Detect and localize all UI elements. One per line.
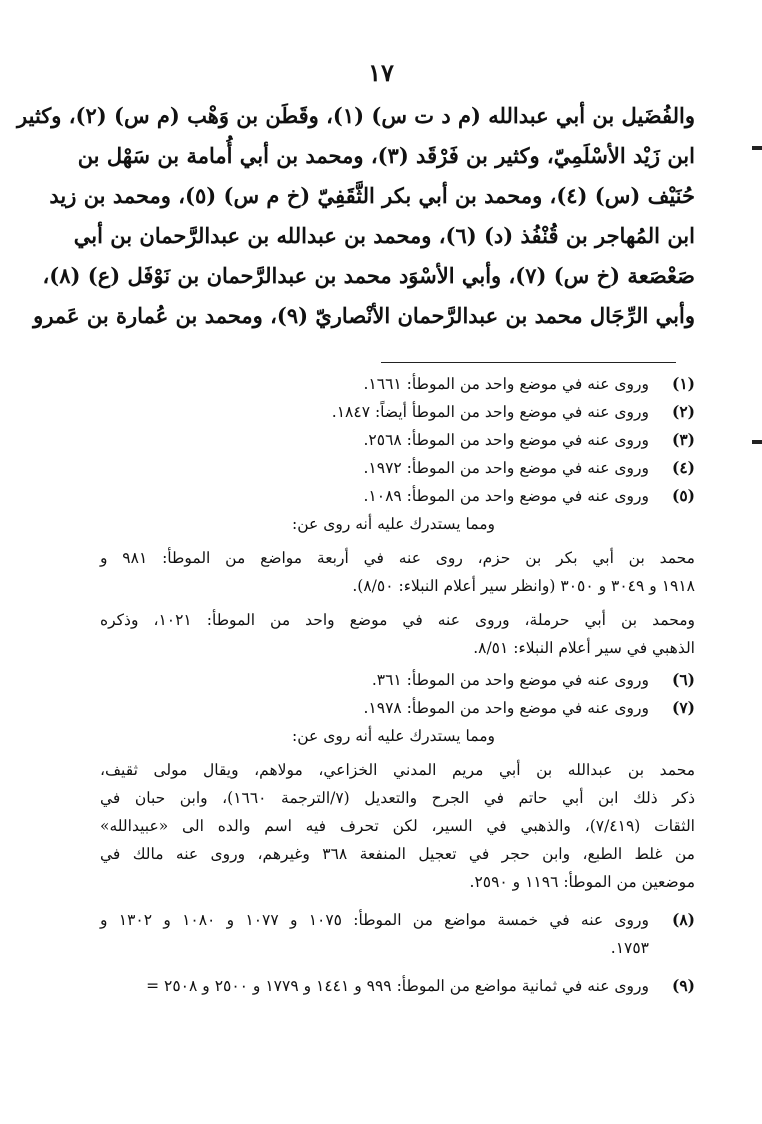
- footnote-7-line: محمد بن عبدالله بن أبي مريم المدني الخزاعي، مولاهم، ويقال مولى ثقيف،: [100, 761, 695, 779]
- footnote-6: [100, 666, 695, 694]
- footnote-5-intro: ومما يستدرك عليه أنه روى عن:: [292, 515, 495, 533]
- footnote-8: [100, 906, 695, 934]
- footnote-9: [100, 972, 695, 1000]
- main-text: [17, 96, 695, 336]
- footnote-5-para1-line2: ١٩١٨ و ٣٠٤٩ و ٣٠٥٠ (وانظر سير أعلام النبلاء: ٨/٥٠).: [352, 577, 695, 595]
- footnote-number: (٦): [671, 670, 695, 689]
- footnote-text: وروى عنه في موضع واحد من الموطأ: ١٠٨٩.: [363, 487, 649, 505]
- footnote-text: وروى عنه في موضع واحد من الموطأ: ٢٥٦٨.: [363, 431, 649, 449]
- footnote-separator: [381, 362, 676, 363]
- scan-edge-mark-top: [752, 146, 762, 150]
- footnote-number: (١): [671, 374, 695, 393]
- main-line: حُنَيْف (س) (٤)، ومحمد بن أبي بكر الثَّقَفِيّ (خ م س) (٥)، ومحمد بن زيد: [49, 183, 695, 208]
- footnote-text: وروى عنه في موضع واحد من الموطأ: ١٩٧٢.: [363, 459, 649, 477]
- main-line: ابن زَيْد الأسْلَمِيّ، وكثير بن فَرْقَد (٣)، ومحمد بن أبي أُمامة بن سَهْل بن: [77, 143, 695, 168]
- footnote-8-line2: ١٧٥٣.: [610, 939, 649, 957]
- main-line: والفُضَيل بن أبي عبدالله (م د ت س) (١)، وقَطَن بن وَهْب (م س) (٢)، وكثير: [17, 103, 695, 128]
- footnote-5-para2-line1: ومحمد بن أبي حرملة، وروى عنه في موضع واحد من الموطأ: ١٠٢١، وذكره: [100, 611, 695, 629]
- footnote-number: (٨): [672, 910, 696, 929]
- footnote-number: (٥): [671, 486, 695, 505]
- footnote-7: [100, 694, 695, 722]
- footnote-4: [100, 454, 695, 482]
- footnote-7-intro: ومما يستدرك عليه أنه روى عن:: [292, 727, 495, 745]
- footnote-number: (٧): [671, 698, 695, 717]
- footnote-5: [100, 482, 695, 510]
- page-number: ١٧: [368, 58, 394, 87]
- scan-edge-mark-bottom: [752, 440, 762, 444]
- footnote-number: (٤): [671, 458, 695, 477]
- footnote-7-line: الثقات (٧/٤١٩)، والذهبي في السير، لكن تحرف فيه اسم والده الى «عبيدالله»: [100, 817, 695, 835]
- footnote-number: (٩): [671, 976, 695, 995]
- footnote-5-para1-line1: محمد بن أبي بكر بن حزم، روى عنه في أربعة مواضع من الموطأ: ٩٨١ و: [100, 549, 695, 567]
- main-line: ابن المُهاجر بن قُنْفُذ (د) (٦)، ومحمد بن عبدالله بن عبدالرَّحمان بن أبي: [73, 223, 695, 248]
- footnote-text: وروى عنه في خمسة مواضع من الموطأ: ١٠٧٥ و ١٠٧٧ و ١٠٨٠ و ١٣٠٢ و: [100, 911, 650, 929]
- footnote-2: [100, 398, 695, 426]
- main-line: صَعْصَعة (خ س) (٧)، وأبي الأسْوَد محمد بن عبدالرَّحمان بن نَوْفَل (ع) (٨)،: [42, 263, 695, 288]
- footnotes: [100, 370, 695, 1000]
- footnote-number: (٢): [671, 402, 695, 421]
- footnote-7-line: موضعين من الموطأ: ١١٩٦ و ٢٥٩٠.: [469, 873, 695, 891]
- footnote-text: وروى عنه في موضع واحد من الموطأ: ١٦٦١.: [363, 375, 649, 393]
- main-line: وأبي الرِّجَال محمد بن عبدالرَّحمان الأنْصاريّ (٩)، ومحمد بن عُمارة بن عَمرو: [33, 303, 695, 328]
- footnote-1: [100, 370, 695, 398]
- footnote-number: (٣): [671, 430, 695, 449]
- footnote-7-line: من غلط الطبع، وابن حجر في تعجيل المنفعة ٣٦٨ وغيرهم، وروى عنه مالك في: [100, 845, 695, 863]
- footnote-text: وروى عنه في موضع واحد من الموطأ: ٣٦١.: [371, 671, 649, 689]
- footnote-7-line: ذكر ذلك ابن أبي حاتم في الجرح والتعديل (٧/الترجمة ١٦٦٠)، وابن حبان في: [100, 789, 695, 807]
- footnote-text: وروى عنه في ثمانية مواضع من الموطأ: ٩٩٩ و ١٤٤١ و ١٧٧٩ و ٢٥٠٠ و ٢٥٠٨ =: [146, 977, 649, 995]
- footnote-5-para2-line2: الذهبي في سير أعلام النبلاء: ٨/٥١.: [473, 639, 695, 657]
- footnote-text: وروى عنه في موضع واحد من الموطأ: ١٩٧٨.: [363, 699, 649, 717]
- footnote-3: [100, 426, 695, 454]
- footnote-text: وروى عنه في موضع واحد من الموطأ أيضاً: ١٨٤٧.: [331, 403, 649, 421]
